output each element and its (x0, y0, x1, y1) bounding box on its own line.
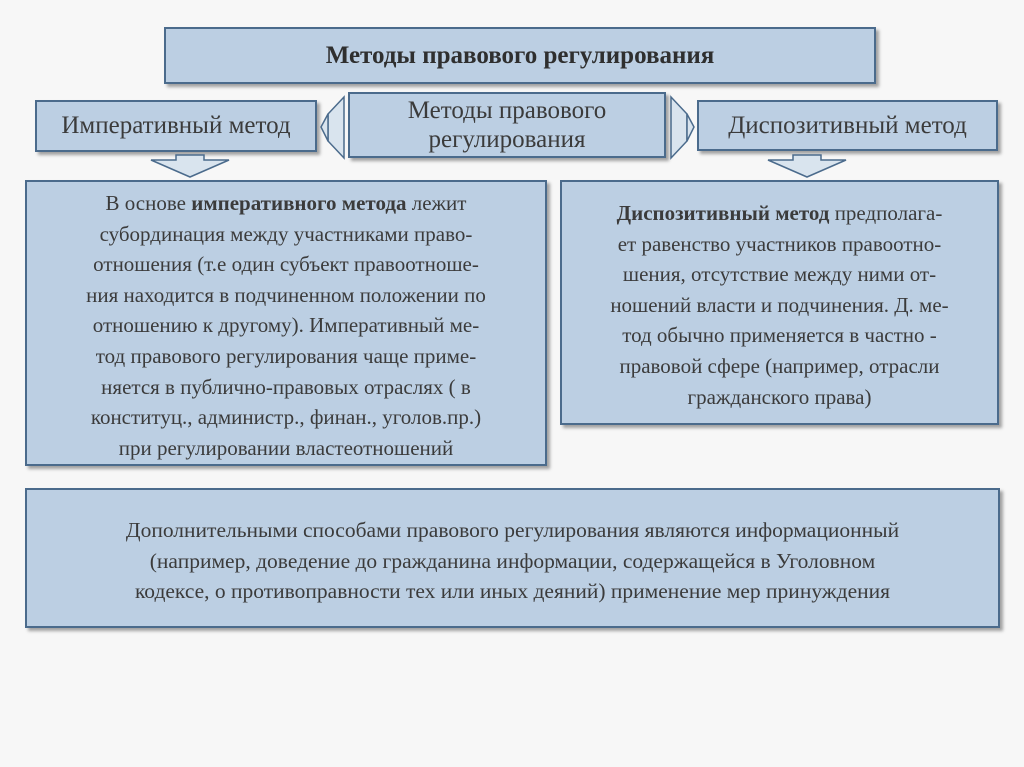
imperative-line: конституц., администр., финан., уголов.пр.) (90, 405, 482, 430)
dispositive-line: ношений власти и подчинения. Д. ме- (610, 292, 949, 317)
imperative-line-1-end: лежит (406, 191, 467, 215)
imperative-line-1-start: В основе (105, 191, 192, 215)
dispositive-line-1-end: предполага- (829, 201, 943, 225)
arrow-right-icon (669, 95, 695, 160)
dispositive-line: правовой сфере (например, отрасли (619, 353, 940, 378)
imperative-line: отношению к другому). Императивный ме- (92, 313, 480, 338)
imperative-method-label: Императивный метод (61, 112, 291, 139)
dispositive-line: шения, отсутствие между ними от- (622, 262, 937, 287)
imperative-method-box (35, 100, 317, 152)
dispositive-method-label: Диспозитивный метод (728, 111, 967, 139)
additional-methods-box (25, 488, 1000, 628)
imperative-line: при регулировании властеотношений (118, 435, 454, 460)
dispositive-term-bold: Диспозитивный метод (616, 201, 830, 225)
dispositive-line: ет равенство участников правоотно- (617, 231, 942, 256)
imperative-line-1 (27, 188, 545, 219)
imperative-line: отношения (т.е один субъект правоотноше- (93, 252, 479, 277)
imperative-line: субординация между участниками право- (99, 221, 473, 246)
additional-line: (например, доведение до гражданина информации, содержащейся в Уголовном (149, 548, 876, 573)
dispositive-line-1 (562, 198, 997, 229)
dispositive-line: гражданского права) (687, 384, 872, 409)
imperative-term-bold: императивного метода (191, 191, 407, 215)
imperative-line: няется в публично-правовых отраслях ( в (101, 374, 471, 399)
imperative-line: ния находится в подчиненном положении по (86, 282, 486, 307)
center-label-line-1: Методы правового (407, 97, 607, 124)
arrow-down-left-icon (150, 154, 230, 178)
center-label-line-2: регулирования (428, 126, 586, 153)
dispositive-method-box (697, 100, 998, 151)
methods-center-box (348, 92, 666, 158)
additional-line: кодексе, о противоправности тех или иных деяний) применение мер принуждения (134, 579, 891, 603)
title-box (164, 27, 876, 84)
additional-line: Дополнительными способами правового регулирования являются информационный (125, 518, 900, 542)
dispositive-description-box (560, 180, 999, 425)
diagram-title: Методы правового регулирования (325, 41, 715, 69)
dispositive-line: тод обычно применяется в частно - (622, 323, 937, 348)
arrow-down-right-icon (767, 154, 847, 178)
imperative-description-box (25, 180, 547, 466)
imperative-line: тод правового регулирования чаще приме- (95, 343, 477, 368)
arrow-left-icon (320, 95, 346, 160)
